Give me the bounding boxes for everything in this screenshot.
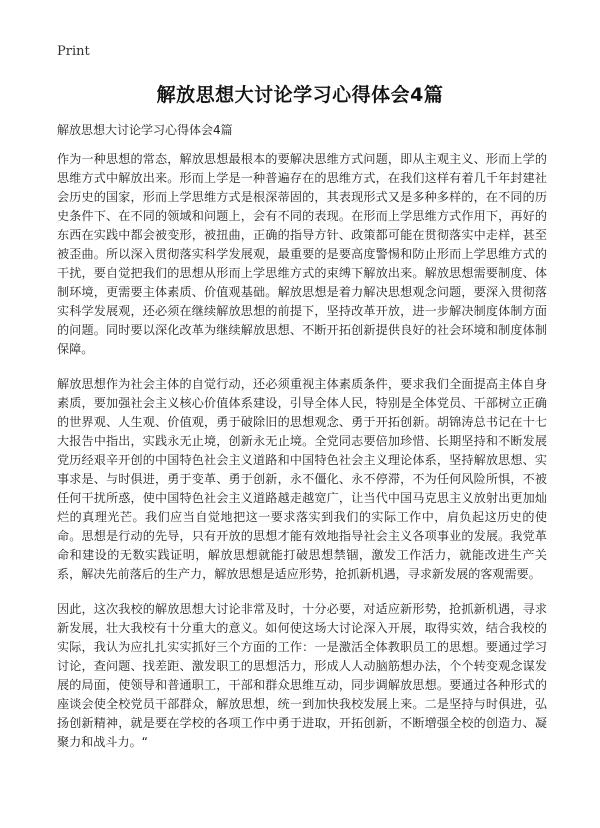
document-subtitle: 解放思想大讨论学习心得体会4篇 — [57, 123, 233, 137]
paragraph-1: 作为一种思想的常态，解放思想最根本的要解决思维方式问题，即从主观主义、形而上学的思维方式中解放出来。形而上学是一种普遍存在的思维方式，在我们这样有着几千年封建社会历史的国家，形而上学思维方式是根深蒂固的，其表现形式又是多种多样的，在不同的历史条件下、在不同的领域和问题上，会有不同的表现。在形而上学思维方式作用下，再好的东西在实践中都会被变形，被扭曲，正确的指导方针、政策都可能在贯彻落实中走样，甚至被歪曲。所以深入贯彻落实科学发展观，最重要的是要高度警惕和防止形而上学思维方式的干扰，要自觉把我们的思想从形而上学思维方式的束缚下解放出来。解放思想需要制度、体制环境，更需要主体素质、价值观基础。解放思想是着力解决思想观念问题，要深入贯彻落实科学发展观，还必须在继续解放思想的前提下，坚持改革开放，进一步解决制度体制方面的问题。同时要以深化改革为继续解放思想、不断开拓创新提供良好的社会环境和制度体制保障。 — [57, 152, 547, 356]
article-body — [57, 150, 547, 768]
print-link[interactable]: Print — [57, 44, 90, 59]
paragraph-3: 因此，这次我校的解放思想大讨论非常及时，十分必要，对适应新形势，抢抓新机遇，寻求新发展，壮大我校有十分重大的意义。如何使这场大讨论深入开展，取得实效，结合我校的实际，我认为应扎扎实实抓好三个方面的工作：一是激活全体教职员工的思想。要通过学习讨论，查问题、找差距、激发职工的思想活力，形成人人动脑筋想办法，个个转变观念谋发展的局面，使领导和普通职工，干部和群众思维互动，同步调解放思想。要通过各种形式的座谈会使全校党员干部群众，解放思想，统一到加快我校发展上来。二是坚持与时俱进，弘扬创新精神，就是要在学校的各项工作中勇于进取，开拓创新，不断增强全校的创造力、凝聚力和战斗力。“ — [57, 602, 547, 749]
paragraph-2: 解放思想作为社会主体的自觉行动，还必须重视主体素质条件，要求我们全面提高主体自身素质，要加强社会主义核心价值体系建设，引导全体人民，特别是全体党员、干部树立正确的世界观、人生观、价值观，勇于破除旧的思想观念、勇于开拓创新。胡锦涛总书记在十七大报告中指出，实践永无止境，创新永无止境。全党同志要倍加珍惜、长期坚持和不断发展党历经艰辛开创的中国特色社会主义道路和中国特色社会主义理论体系，坚持解放思想、实事求是、与时俱进，勇于变革、勇于创新，永不僵化、永不停滞，不为任何风险所惧，不被任何干扰所惑，使中国特色社会主义道路越走越宽广，让当代中国马克思主义放射出更加灿烂的真理光芒。我们应当自觉地把这一要求落实到我们的实际工作中，肩负起这历史的使命。思想是行动的先导，只有开放的思想才能有效地指导社会主义各项事业的发展。我党革命和建设的无数实践证明，解放思想就能打破思想禁锢，激发工作活力，就能改进生产关系，解决先前落后的生产力，解放思想是适应形势，抢抓新机遇，寻求新发展的客观需要。 — [57, 377, 547, 581]
page-title: 解放思想大讨论学习心得体会4篇 — [156, 84, 444, 106]
